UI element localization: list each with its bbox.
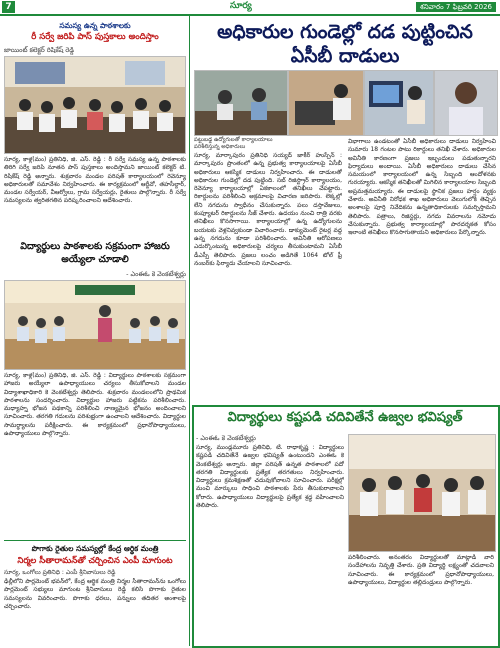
story5-body-right: పరిశీలించారు. అనంతరం విద్యార్థులతో మాట్లాడి వారి సందేహాలను నివృత్తి చేశారు. ప్రతి విద్యార్థి లక్ష్యంతో చదవాలని సూచించారు. ఈ కార్యక్రమంలో ప్రధానోపాధ్యాయులు, ఉపాధ్యాయులు, విద్యార్థుల తల్లిదండ్రులు పాల్గొన్నారు. xyxy=(348,554,494,586)
meeting-photo xyxy=(4,56,186,154)
story4-body-right: విభాగాలు ఉండటంతో ఏసీబీ అధికారులు దాడులు నిర్వహించి సుమారు 18 గంటల పాటు రికార్డులు తనిఖీ చేశారు. అధికారుల అవినీతి కారణంగా ప్రజలు ఇబ్బందులు పడుతున్నారని ఫిర్యాదులు అందాయి. ఏసీబీ అధికారులు దాడులు చేసిన సమయంలో కార్యాలయంలో ఉన్న సిబ్బంది ఆందోళనకు గురయ్యారు. ఆకస్మిక తనిఖీలతో మిగిలిన కార్యాలయాల సిబ్బంది అప్రమత్తమయ్యారు. ఈ దాడులపై స్థానిక ప్రజలు హర్షం వ్యక్తం చేశారు. అవినీతి నిరోధక శాఖ అధికారులు వెలుగులోకి తెచ్చిన అంశాలపై పూర్తి నివేదికను ఉన్నతాధికారులకు సమర్పిస్తామని తెలిపారు. పత్రాలు, రిజిస్టర్లు, నగదు వివరాలను నమోదు చేసుకున్నారు. ప్రభుత్వ కార్యాలయాల్లో పారదర్శకత కోసం ఇలాంటి తనిఖీలు కొనసాగుతాయని అధికారులు పేర్కొన్నారు. xyxy=(348,138,496,237)
story5-headline: విద్యార్థులు కష్టపడి చదివితేనే ఉజ్వల భవిష్యత్ xyxy=(227,410,463,425)
story3-kicker: పొగాకు రైతుల సమస్యల్లో కేంద్ర ఆర్థిక మంత్రి xyxy=(31,544,159,553)
school-visit-photo xyxy=(4,280,186,370)
story2-byline: - ఎంఈఓ కె వెంకటేశ్వర్లు xyxy=(126,270,186,278)
newspaper-name: సూర్య xyxy=(230,1,252,11)
section-rule xyxy=(4,540,186,541)
issue-date: శనివారం 7 ఫిబ్రవరి 2026 xyxy=(416,2,496,12)
story1-headline: రీ సర్వే జరిపి పాస్ పుస్తకాలు అందిస్తాం xyxy=(31,32,159,42)
page-number: 7 xyxy=(2,1,15,13)
story5-body-left: సూర్య, ముండ్లమూరు ప్రతినిధి, టి. రాధాకృష్ణ : విద్యార్థులు కష్టపడి చదివితేనే ఉజ్వల భవిష్యత్ ఉంటుందని ఎంఈఓ కె వెంకటేశ్వర్లు అన్నారు. జిల్లా పరిషత్ ఉన్నత పాఠశాలలో పదో తరగతి విద్యార్థులకు ప్రత్యేక తరగతులు నిర్వహించారు. విద్యార్థులు క్రమశిక్షణతో చదువుకోవాలని సూచించారు. పరీక్షల్లో మంచి మార్కులు సాధించి పాఠశాలకు పేరు తీసుకురావాలని కోరారు. ఉపాధ్యాయులు విద్యార్థులపై ప్రత్యేక శ్రద్ధ వహించాలని తెలిపారు. xyxy=(196,444,344,510)
story3-body: ఢిల్లీలోని పార్లమెంట్ భవన్‌లో, కేంద్ర ఆర్థిక మంత్రి నిర్మల సీతారామన్‌ను ఒంగోలు పార్లమెంట్ సభ్యులు మాగుంట శ్రీనివాసులు రెడ్డి కలిసి పొగాకు రైతుల సమస్యలను వివరించారు. పొగాకు ధరలు, పన్నులు తదితర అంశాలపై చర్చించారు. xyxy=(4,578,186,610)
story5-byline: - ఎంఈఓ కె వెంకటేశ్వర్లు xyxy=(196,434,256,442)
story4-body-left: సూర్య, మార్కాపురం ప్రతినిధి సయ్యద్ జాకీర్ హుస్సేన్ : మార్కాపురం ప్రాంతంలో ఉన్న ప్రభుత్వ కార్యాలయాలపై ఏసీబీ అధికారులు ఆకస్మిక దాడులు నిర్వహించారు. ఈ దాడులతో అధికారుల గుండెల్లో దడ పుట్టింది. సబ్ రిజిస్ట్రార్ కార్యాలయం, రెవెన్యూ కార్యాలయాల్లో ఏకకాలంలో తనిఖీలు చేపట్టారు. రికార్డులను పరిశీలించి అక్రమాలపై విచారణ జరిపారు. లెక్కల్లో లేని నగదును స్వాధీనం చేసుకున్నారు. పలు దస్తావేజులు, కంప్యూటర్ రికార్డులను సీజ్ చేశారు. ఉదయం నుంచి రాత్రి వరకు తనిఖీలు కొనసాగాయి. కార్యాలయాల్లో ఉన్న ఉద్యోగులను బయటకు వెళ్లనివ్వకుండా విచారించారు. డాక్యుమెంట్ రైటర్ల వద్ద ఉన్న నగదును కూడా పరిశీలించారు. అవినీతి ఆరోపణలు ఎదుర్కొంటున్న అధికారులపై చర్యలు తీసుకుంటామని ఏసీబీ డీఎస్పీ తెలిపారు. ప్రజలు లంచం అడిగితే 1064 టోల్ ఫ్రీ నంబర్‌కు ఫిర్యాదు చేయాలని సూచించారు. xyxy=(194,152,342,267)
story4-headline: అధికారుల గుండెల్లో దడ పుట్టించిన ఏసీబీ దాడులు xyxy=(217,21,473,67)
officer-portrait xyxy=(434,70,498,136)
acb-photo-computer xyxy=(364,70,434,136)
classroom-photo xyxy=(348,434,496,552)
story3-headline: నిర్మల సీతారామన్‌తో చర్చించిన ఎంపీ మాగుంట xyxy=(17,556,173,566)
story1-body: సూర్య, కాళ్ల(మం) ప్రతినిధి, జి. ఎస్. రెడ్డి : రీ సర్వే సమస్య ఉన్న పాఠశాలకు తిరిగి సర్వే జరిపి నూతన పాస్ పుస్తకాలు అందిస్తామని జాయింట్ కలెక్టర్ టి. రిషికేష్ రెడ్డి అన్నారు. శుక్రవారం మండల పరిషత్ కార్యాలయంలో రెవెన్యూ అధికారులతో సమావేశం నిర్వహించారు. ఈ కార్యక్రమంలో ఆర్డీవో, తహసీల్దార్, మండల సర్వేయర్, వీఆర్వోలు, గ్రామ సర్వేయర్లు, రైతులు పాల్గొన్నారు. రీ సర్వే సమస్యలను త్వరితగతిన పరిష్కరించాలని ఆదేశించారు. xyxy=(4,156,186,205)
story1-kicker: సమస్య ఉన్న పాఠశాలకు xyxy=(59,21,131,30)
story3-byline: సూర్య, ఒంగోలు ప్రతినిధి : ఎంపీ శ్రీనివాసులు రెడ్డి xyxy=(4,569,116,576)
story4-caption2: పరిశీలిస్తున్న అధికారులు xyxy=(194,144,246,150)
story1-byline: జాయింట్ కలెక్టర్ రిషికేష్ రెడ్డి xyxy=(4,46,75,54)
story2-headline: విద్యార్థులు పాఠశాలకు సక్రమంగా హాజరు అయ్యేలా చూడాలి xyxy=(20,241,170,265)
column-divider xyxy=(189,16,190,646)
story2-body: సూర్య, కాళ్ల(మం) ప్రతినిధి, జి. ఎస్. రెడ్డి : విద్యార్థులు పాఠశాలకు సక్రమంగా హాజరు అయ్యేలా ఉపాధ్యాయులు చర్యలు తీసుకోవాలని మండల విద్యాశాఖాధికారి కె వెంకటేశ్వర్లు తెలిపారు. శుక్రవారం మండలంలోని ప్రాథమిక పాఠశాలను సందర్శించారు. విద్యార్థుల హాజరు పట్టికను పరిశీలించారు. మధ్యాహ్న భోజన పథకాన్ని పరిశీలించి నాణ్యమైన భోజనం అందించాలని సూచించారు. తరగతి గదులను పరిశుభ్రంగా ఉంచాలని ఆదేశించారు. విద్యార్థుల సామర్థ్యాలను పరీక్షించారు. ఈ కార్యక్రమంలో ప్రధానోపాధ్యాయులు, ఉపాధ్యాయులు పాల్గొన్నారు. xyxy=(4,372,186,438)
acb-photo-records xyxy=(288,70,364,136)
story4-caption1: పట్టుబడ్డ ఉద్యోగులతో కార్యాలయాలు xyxy=(194,137,273,143)
acb-photo-office xyxy=(194,70,288,136)
